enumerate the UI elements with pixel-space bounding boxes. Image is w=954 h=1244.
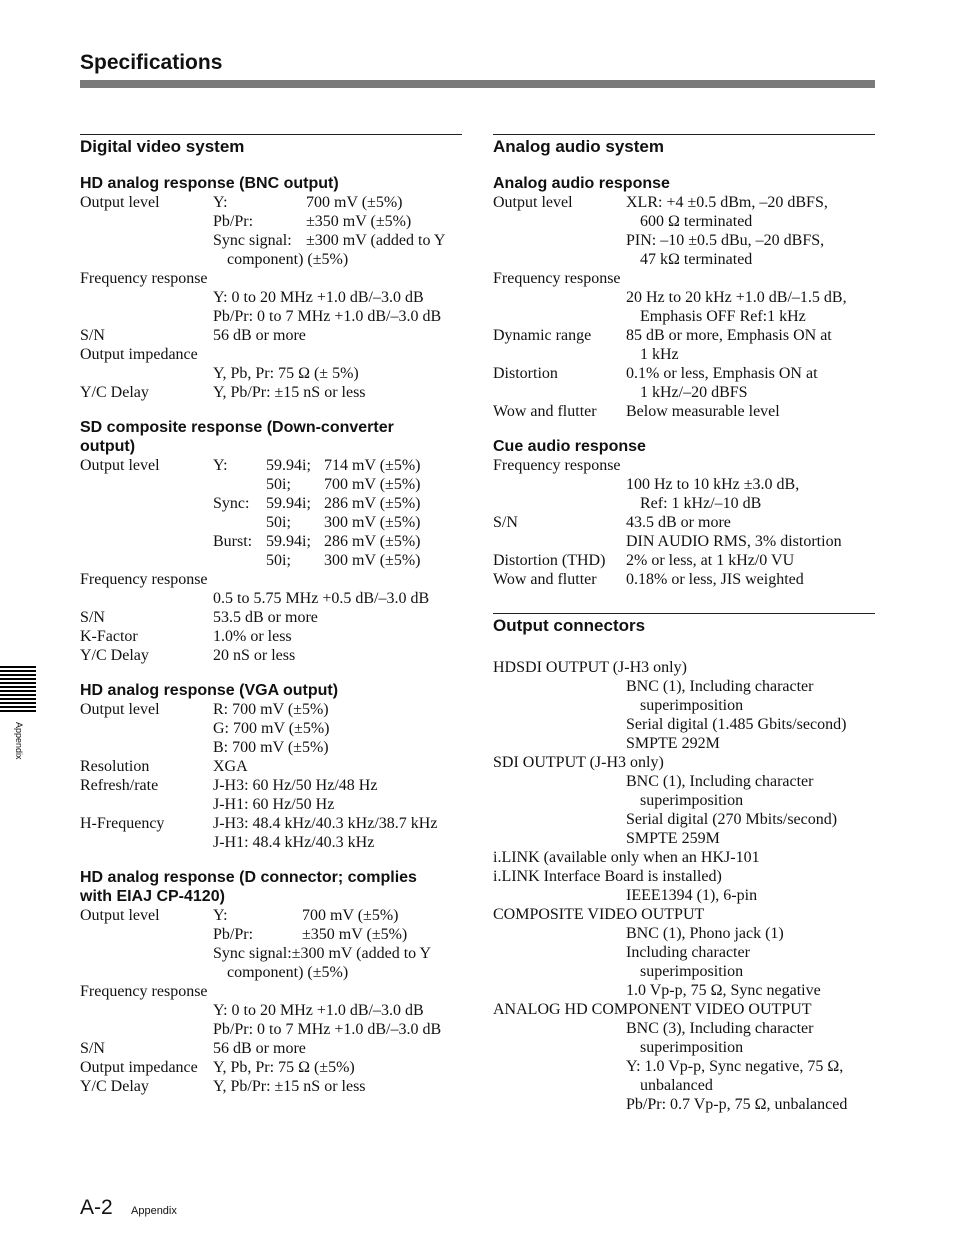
spec-value-text: J-H3: 60 Hz/50 Hz/48 Hz — [213, 777, 378, 794]
spec-value-text: component) (±5%) — [227, 251, 349, 268]
spec-value: 1.0% or less — [213, 628, 292, 645]
spec-value-text: J-H3: 48.4 kHz/40.3 kHz/38.7 kHz — [213, 815, 438, 832]
spec-value-text: J-H1: 48.4 kHz/40.3 kHz — [213, 834, 375, 851]
subheading-hd-bnc: HD analog response (BNC output) — [80, 175, 339, 192]
spec-value: Y, Pb, Pr: 75 Ω (±5%) — [213, 1059, 355, 1076]
spec-key: Pb/Pr: — [213, 213, 254, 230]
spec-row — [493, 288, 875, 326]
spec-value-text: 1 kHz — [640, 346, 679, 363]
spec-label: Y/C Delay — [80, 1078, 149, 1095]
spec-label: Output level — [493, 194, 573, 211]
spec-value: 56 dB or more — [213, 1040, 306, 1057]
spec-value-text: BNC (1), Including character — [626, 773, 814, 790]
spec-row — [80, 1001, 462, 1039]
spec-label: Output level — [80, 457, 160, 474]
spec-label: Y/C Delay — [80, 647, 149, 664]
spec-label: Frequency response — [80, 983, 208, 1000]
spec-value-text: 47 kΩ terminated — [640, 251, 753, 268]
spec-value-text: Emphasis OFF Ref:1 kHz — [640, 308, 806, 325]
spec-label: SDI OUTPUT (J-H3 only) — [493, 754, 664, 771]
spec-value-text: Ref: 1 kHz/–10 dB — [640, 495, 762, 512]
appendix-tab-marker — [0, 666, 36, 712]
spec-value-text: 43.5 dB or more — [626, 514, 731, 531]
right-column — [493, 134, 875, 1114]
spec-row — [493, 475, 875, 513]
spec-value-text: 0.1% or less, Emphasis ON at — [626, 365, 818, 382]
spec-label: S/N — [80, 1040, 105, 1057]
spec-value-text: ±300 mV (added to Y — [306, 232, 446, 249]
spec-row — [493, 513, 875, 551]
spec-value-text: 1.0 Vp-p, 75 Ω, Sync negative — [626, 982, 821, 999]
spec-value-text: PIN: –10 ±0.5 dBu, –20 dBFS, — [626, 232, 825, 249]
spec-row — [493, 364, 875, 402]
spec-value-text: Y: 0 to 20 MHz +1.0 dB/–3.0 dB — [213, 1002, 424, 1019]
subheading-analog-audio: Analog audio response — [493, 175, 670, 192]
spec-value-text: 100 Hz to 10 kHz ±3.0 dB, — [626, 476, 800, 493]
spec-value-text: superimposition — [640, 963, 744, 980]
spec-row — [80, 1058, 462, 1077]
spec-row — [80, 814, 462, 852]
page-number: A-2 — [80, 1196, 113, 1219]
left-column — [80, 134, 462, 1112]
spec-key: Pb/Pr: — [213, 926, 254, 943]
spec-row — [80, 288, 462, 326]
spec-label: K-Factor — [80, 628, 138, 645]
spec-row — [493, 193, 875, 269]
spec-row — [80, 776, 462, 814]
spec-value-text: 700 mV (±5%) — [306, 194, 403, 211]
spec-label: COMPOSITE VIDEO OUTPUT — [493, 906, 705, 923]
spec-value: 20 nS or less — [213, 647, 296, 664]
spec-label: Output level — [80, 194, 160, 211]
spec-label: i.LINK Interface Board is installed) — [493, 868, 722, 885]
spec-row — [493, 570, 875, 589]
spec-row — [493, 924, 875, 1000]
spec-label: H-Frequency — [80, 815, 165, 832]
spec-label: Refresh/rate — [80, 777, 159, 794]
page-title: Specifications — [80, 51, 223, 74]
spec-row — [493, 402, 875, 421]
spec-value: XGA — [213, 758, 248, 775]
spec-key: Y: — [213, 907, 228, 924]
spec-value: Y, Pb, Pr: 75 Ω (± 5%) — [213, 365, 359, 382]
spec-row — [80, 906, 462, 982]
spec-label: Dynamic range — [493, 327, 592, 344]
appendix-side-label: Appendix — [14, 722, 24, 760]
spec-value: 56 dB or more — [213, 327, 306, 344]
spec-row — [493, 886, 875, 905]
spec-row — [80, 700, 462, 757]
spec-value-text: G: 700 mV (±5%) — [213, 720, 330, 737]
spec-value-text: 1 kHz/–20 dBFS — [640, 384, 748, 401]
spec-label: i.LINK (available only when an HKJ-101 — [493, 849, 760, 866]
spec-value: 0.5 to 5.75 MHz +0.5 dB/–3.0 dB — [213, 590, 430, 607]
subheading-cue-audio: Cue audio response — [493, 438, 646, 455]
spec-value-text: ±350 mV (±5%) — [306, 213, 412, 230]
spec-label: Distortion (THD) — [493, 552, 606, 569]
spec-label: S/N — [493, 514, 518, 531]
spec-value-text: 20 Hz to 20 kHz +1.0 dB/–1.5 dB, — [626, 289, 847, 306]
spec-value: Y: 59.94i; 714 mV (±5%) 50i; 700 mV (±5%) Sync: 59.94i; 286 mV (±5%) 50i; 300 mV (±5%) Burst: 59.94i; 286 mV (±5%) 50i; 300 mV (±5%) — [213, 457, 421, 569]
spec-value-text: Y: 1.0 Vp-p, Sync negative, 75 Ω, — [626, 1058, 844, 1075]
spec-row — [80, 627, 462, 646]
spec-row — [80, 646, 462, 665]
spec-value-text: DIN AUDIO RMS, 3% distortion — [626, 533, 842, 550]
spec-value: Y, Pb/Pr: ±15 nS or less — [213, 384, 366, 401]
spec-value-text: B: 700 mV (±5%) — [213, 739, 329, 756]
spec-label: Resolution — [80, 758, 150, 775]
spec-value-text: ±300 mV (added to Y — [291, 945, 432, 962]
spec-value-text: ±350 mV (±5%) — [302, 926, 408, 943]
spec-value: 0.18% or less, JIS weighted — [626, 571, 804, 588]
subheading-d-connector: HD analog response (D connector; complies with EIAJ CP-4120) — [80, 869, 417, 905]
spec-value-text: R: 700 mV (±5%) — [213, 701, 329, 718]
spec-value-text: Including character — [626, 944, 750, 961]
spec-value-text: superimposition — [640, 697, 744, 714]
spec-row — [80, 589, 462, 608]
spec-row — [493, 551, 875, 570]
spec-value-text: Serial digital (1.485 Gbits/second) — [626, 716, 847, 733]
spec-label: Wow and flutter — [493, 571, 597, 588]
spec-label: Output impedance — [80, 346, 198, 363]
spec-value: 2% or less, at 1 kHz/0 VU — [626, 552, 795, 569]
spec-key: Sync signal: — [213, 232, 292, 249]
spec-value-text: XLR: +4 ±0.5 dBm, –20 dBFS, — [626, 194, 828, 211]
spec-row — [493, 1019, 875, 1114]
spec-row — [80, 456, 462, 570]
spec-row — [80, 383, 462, 402]
spec-label: Output impedance — [80, 1059, 198, 1076]
spec-value-text: SMPTE 292M — [626, 735, 720, 752]
spec-label: Frequency response — [493, 270, 621, 287]
spec-label: Frequency response — [493, 457, 621, 474]
section-analog-audio: Analog audio system — [493, 134, 875, 158]
hd-bnc-block — [80, 174, 462, 402]
spec-row — [80, 757, 462, 776]
spec-row — [493, 677, 875, 753]
spec-value-text: superimposition — [640, 1039, 744, 1056]
spec-value: 53.5 dB or more — [213, 609, 318, 626]
spec-value: Below measurable level — [626, 403, 780, 420]
spec-value-text: Pb/Pr: 0.7 Vp-p, 75 Ω, unbalanced — [626, 1096, 848, 1113]
spec-value-text: superimposition — [640, 792, 744, 809]
spec-label: Wow and flutter — [493, 403, 597, 420]
spec-row — [80, 193, 462, 269]
spec-value-text: BNC (3), Including character — [626, 1020, 814, 1037]
spec-label: S/N — [80, 327, 105, 344]
spec-value-text: SMPTE 259M — [626, 830, 720, 847]
subheading-vga: HD analog response (VGA output) — [80, 682, 339, 699]
cue-audio-block — [493, 437, 875, 589]
spec-value-text: J-H1: 60 Hz/50 Hz — [213, 796, 335, 813]
footer-section-label: Appendix — [131, 1205, 177, 1217]
spec-value-text: unbalanced — [640, 1077, 713, 1094]
d-connector-block — [80, 868, 462, 1096]
subheading-sd-composite: SD composite response (Down-converter output) — [80, 419, 394, 455]
spec-value-text: 85 dB or more, Emphasis ON at — [626, 327, 832, 344]
sd-composite-block — [80, 418, 462, 665]
spec-label: Output level — [80, 907, 160, 924]
spec-key: Sync signal: — [213, 945, 292, 962]
spec-label: Y/C Delay — [80, 384, 149, 401]
spec-label: Output level — [80, 701, 160, 718]
spec-value-text: component) (±5%) — [227, 964, 349, 981]
spec-row — [493, 326, 875, 364]
spec-value: Y, Pb/Pr: ±15 nS or less — [213, 1078, 366, 1095]
spec-label: Frequency response — [80, 571, 208, 588]
spec-label: ANALOG HD COMPONENT VIDEO OUTPUT — [493, 1001, 812, 1018]
spec-value-text: BNC (1), Phono jack (1) — [626, 925, 784, 942]
spec-row — [493, 772, 875, 848]
vga-block — [80, 681, 462, 852]
spec-value-text: 600 Ω terminated — [640, 213, 753, 230]
title-rule — [80, 80, 875, 88]
spec-value-text: 700 mV (±5%) — [302, 907, 399, 924]
spec-value-text: BNC (1), Including character — [626, 678, 814, 695]
spec-value: IEEE1394 (1), 6-pin — [626, 887, 758, 904]
spec-label: HDSDI OUTPUT (J-H3 only) — [493, 659, 687, 676]
spec-label: S/N — [80, 609, 105, 626]
spec-label: Distortion — [493, 365, 558, 382]
spec-label: Frequency response — [80, 270, 208, 287]
spec-row — [80, 364, 462, 383]
spec-value-text: Serial digital (270 Mbits/second) — [626, 811, 838, 828]
spec-row — [80, 1077, 462, 1096]
spec-row — [80, 608, 462, 627]
spec-row — [80, 1039, 462, 1058]
analog-audio-block — [493, 174, 875, 421]
section-output-connectors: Output connectors — [493, 613, 875, 637]
spec-value-text: Pb/Pr: 0 to 7 MHz +1.0 dB/–3.0 dB — [213, 1021, 442, 1038]
spec-value-text: Pb/Pr: 0 to 7 MHz +1.0 dB/–3.0 dB — [213, 308, 442, 325]
section-digital-video: Digital video system — [80, 134, 462, 158]
connectors-block — [493, 658, 875, 1114]
spec-value-text: Y: 0 to 20 MHz +1.0 dB/–3.0 dB — [213, 289, 424, 306]
spec-value — [213, 193, 462, 269]
spec-row — [80, 326, 462, 345]
spec-key: Y: — [213, 194, 228, 211]
